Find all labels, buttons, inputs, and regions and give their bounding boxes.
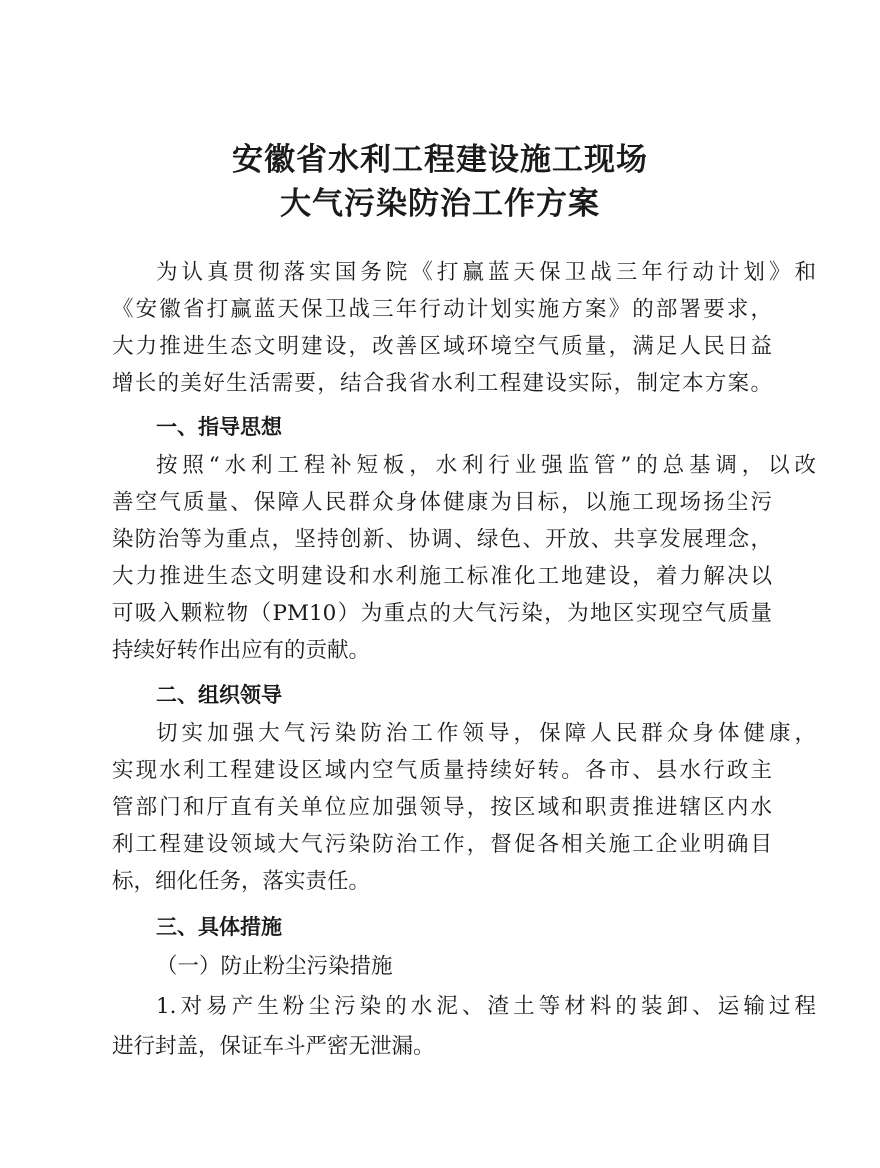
intro-line: 增长的美好生活需要，结合我省水利工程建设实际，制定本方案。 (112, 371, 772, 396)
intro-line: 为认真贯彻落实国务院《打赢蓝天保卫战三年行动计划》和 (156, 260, 816, 285)
intro-line: 《安徽省打赢蓝天保卫战三年行动计划实施方案》的部署要求， (112, 297, 772, 322)
paragraph-line: 标，细化任务，落实责任。 (112, 869, 371, 894)
paragraph-line: 染防治等为重点，坚持创新、协调、绿色、开放、共享发展理念， (112, 527, 772, 552)
intro-line: 大力推进生态文明建设，改善区域环境空气质量，满足人民日益 (112, 334, 772, 359)
paragraph-line: 善空气质量、保障人民群众身体健康为目标，以施工现场扬尘污 (112, 490, 772, 515)
paragraph-line: 持续好转作出应有的贡献。 (112, 638, 371, 663)
paragraph-line: 管部门和厅直有关单位应加强领导，按区域和职责推进辖区内水 (112, 795, 772, 820)
document-title-line-2: 大气污染防治工作方案 (280, 186, 600, 222)
document-title-line-1: 安徽省水利工程建设施工现场 (232, 142, 648, 178)
paragraph-line: 可吸入颗粒物（PM10）为重点的大气污染，为地区实现空气质量 (112, 601, 772, 626)
paragraph-line: 大力推进生态文明建设和水利施工标准化工地建设，着力解决以 (112, 564, 772, 589)
paragraph-line: 利工程建设领域大气污染防治工作，督促各相关施工企业明确目 (112, 832, 772, 857)
paragraph-line: 按照“水利工程补短板，水利行业强监管”的总基调，以改 (156, 453, 816, 478)
paragraph-line: 实现水利工程建设区域内空气质量持续好转。各市、县水行政主 (112, 758, 772, 783)
section-heading-organization: 二、组织领导 (156, 683, 282, 707)
section-heading-measures: 三、具体措施 (156, 915, 282, 939)
paragraph-line: 进行封盖，保证车斗严密无泄漏。 (112, 1034, 435, 1059)
section-heading-guiding-ideology: 一、指导思想 (156, 415, 282, 439)
subsection-heading-dust: （一）防止粉尘污染措施 (156, 954, 393, 979)
paragraph-line: 切实加强大气污染防治工作领导，保障人民群众身体健康， (156, 721, 816, 746)
paragraph-line: 1.对易产生粉尘污染的水泥、渣土等材料的装卸、运输过程 (156, 994, 816, 1019)
